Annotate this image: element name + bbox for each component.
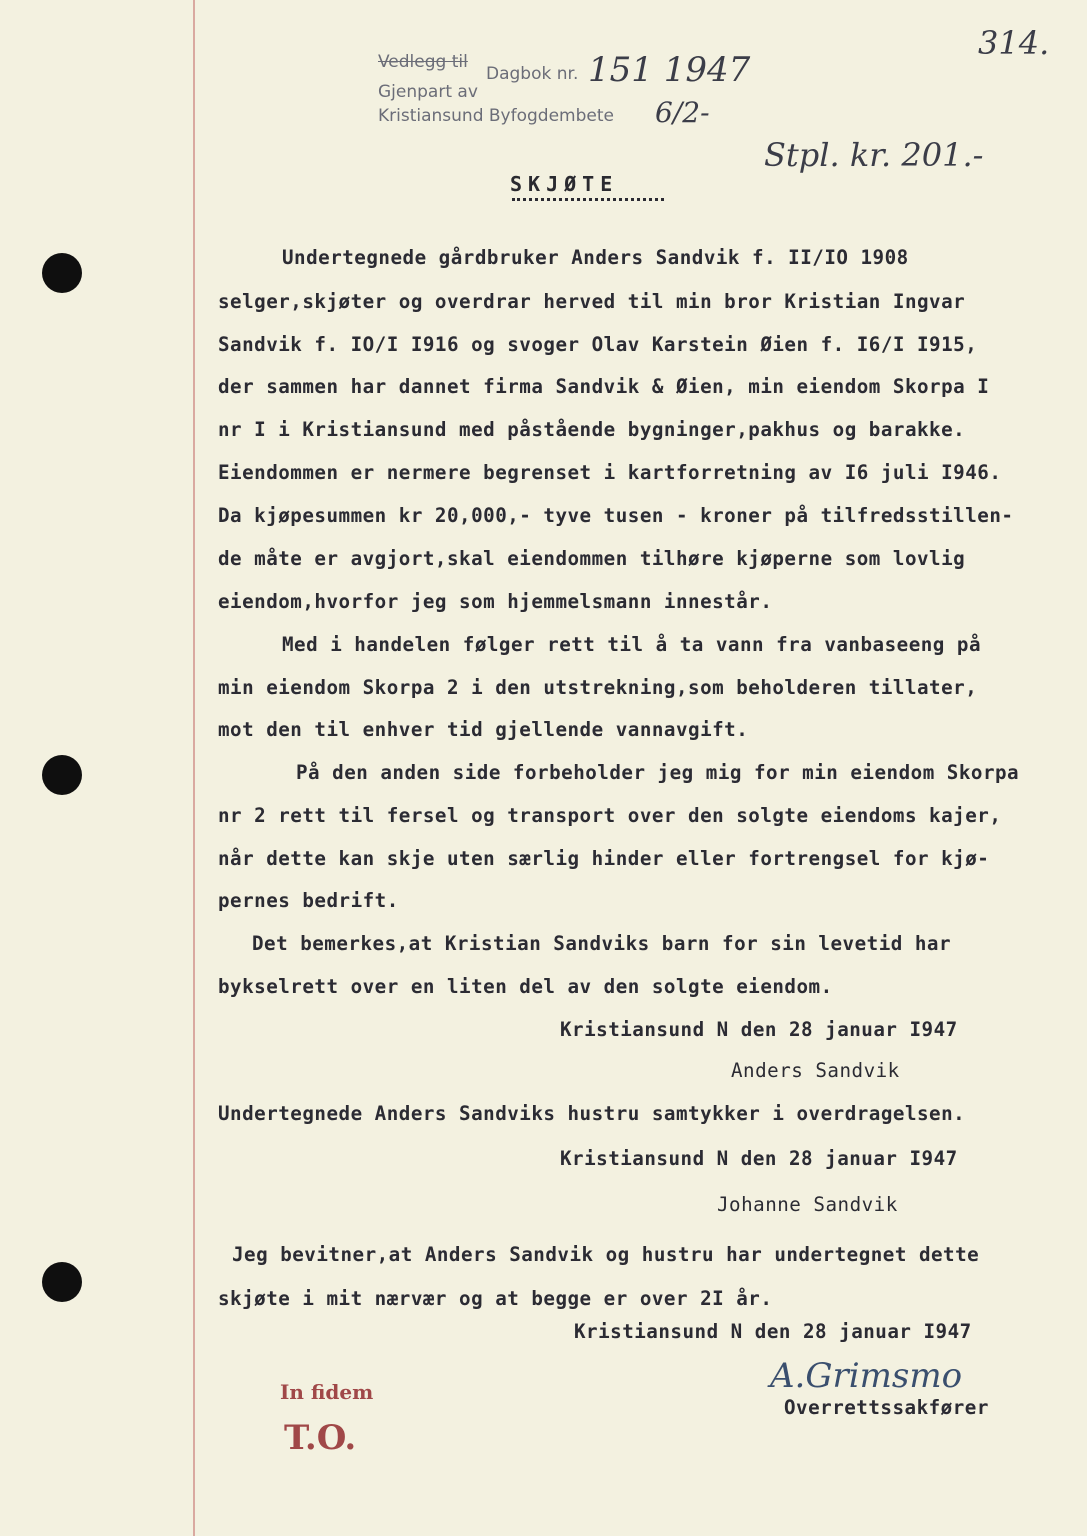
body-line: eiendom,hvorfor jeg som hjemmelsmann innestår. xyxy=(218,590,773,613)
body-line: min eiendom Skorpa 2 i den utstrekning,som beholderen tillater, xyxy=(218,676,978,699)
title-underline xyxy=(512,198,664,201)
document-title: SKJØTE xyxy=(510,172,619,196)
body-line: der sammen har dannet firma Sandvik & Øien, min eiendom Skorpa I xyxy=(218,375,990,398)
consent-line: Undertegnede Anders Sandviks hustru samtykker i overdragelsen. xyxy=(218,1102,966,1125)
in-fidem-initials: T.O. xyxy=(284,1418,357,1458)
body-line: nr 2 rett til fersel og transport over den solgte eiendoms kajer, xyxy=(218,804,1002,827)
body-line: Med i handelen følger rett til å ta vann fra vanbaseeng på xyxy=(282,633,982,656)
body-line: når dette kan skje uten særlig hinder eller fortrengsel for kjø- xyxy=(218,847,990,870)
witness-line: skjøte i mit nærvær og at begge er over 2I år. xyxy=(218,1287,773,1310)
body-line: Sandvik f. IO/I I916 og svoger Olav Karstein Øien f. I6/I I915, xyxy=(218,333,978,356)
page-number: 314. xyxy=(978,24,1050,62)
witness-signature: A.Grimsmo xyxy=(770,1356,963,1396)
body-line: mot den til enhver tid gjellende vannavgift. xyxy=(218,718,749,741)
witness-line: Jeg bevitner,at Anders Sandvik og hustru har undertegnet dette xyxy=(232,1243,980,1266)
in-fidem-stamp: In fidem xyxy=(280,1380,374,1404)
body-line: På den anden side forbeholder jeg mig for min eiendom Skorpa xyxy=(296,761,1020,784)
body-line: pernes bedrift. xyxy=(218,889,399,912)
stamp-duty-note: Stpl. kr. 201.- xyxy=(764,136,984,174)
body-line: Undertegnede gårdbruker Anders Sandvik f. II/IO 1908 xyxy=(282,246,909,269)
place-date-line: Kristiansund N den 28 januar I947 xyxy=(560,1147,958,1170)
stamp-gjenpart: Gjenpart av xyxy=(378,82,478,102)
stamp-dagbok-number: 151 1947 xyxy=(588,50,751,90)
punch-hole xyxy=(42,1262,82,1302)
body-line: Det bemerkes,at Kristian Sandviks barn for sin levetid har xyxy=(252,932,952,955)
punch-hole xyxy=(42,755,82,795)
place-date-line: Kristiansund N den 28 januar I947 xyxy=(574,1320,972,1343)
body-line: bykselrett over en liten del av den solgte eiendom. xyxy=(218,975,833,998)
stamp-dagbok-label: Dagbok nr. xyxy=(486,64,579,84)
witness-title: Overrettssakfører xyxy=(784,1396,989,1419)
stamp-date-handwritten: 6/2- xyxy=(655,96,710,129)
stamp-office: Kristiansund Byfogdembete xyxy=(378,106,614,126)
body-line: Eiendommen er nermere begrenset i kartforretning av I6 juli I946. xyxy=(218,461,1002,484)
place-date-line: Kristiansund N den 28 januar I947 xyxy=(560,1018,958,1041)
punch-hole xyxy=(42,253,82,293)
signer-name: Anders Sandvik xyxy=(731,1059,900,1082)
body-line: Da kjøpesummen kr 20,000,- tyve tusen - kroner på tilfredsstillen- xyxy=(218,504,1014,527)
stamp-struck-text: Vedlegg til xyxy=(378,52,468,72)
body-line: selger,skjøter og overdrar herved til min bror Kristian Ingvar xyxy=(218,290,966,313)
body-line: de måte er avgjort,skal eiendommen tilhøre kjøperne som lovlig xyxy=(218,547,966,570)
body-line: nr I i Kristiansund med påstående bygninger,pakhus og barakke. xyxy=(218,418,966,441)
margin-line xyxy=(193,0,195,1536)
signer-name: Johanne Sandvik xyxy=(717,1193,898,1216)
